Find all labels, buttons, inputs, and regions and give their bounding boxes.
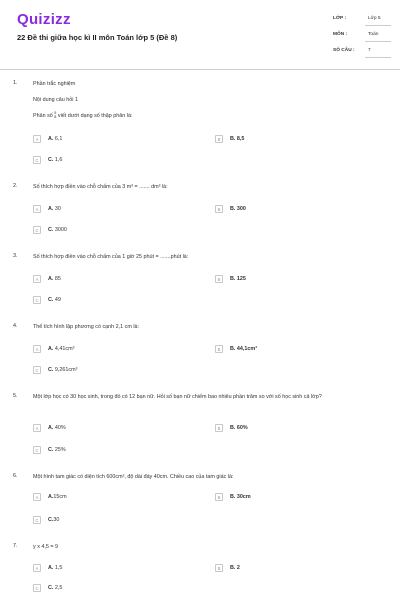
question-section-label: Phần trắc nghiệm [33, 81, 76, 87]
option-text: 1,5 [54, 565, 63, 571]
option-label: B. [230, 425, 236, 431]
option-label: C. [48, 367, 54, 373]
option-letter-box: A [33, 135, 41, 143]
option-c[interactable] [33, 366, 77, 374]
question-text: Một lớp học có 30 học sinh, trong đó có 12 bạn nữ. Hỏi số bạn nữ chiếm bao nhiêu phần trăm so với số học sinh cả lớp? [33, 394, 322, 400]
option-letter-box: C [33, 516, 41, 524]
meta-value: Lớp 5 [368, 16, 381, 21]
option-label: B. [230, 276, 236, 282]
option-letter-box: A [33, 275, 41, 283]
option-letter-box: B [215, 345, 223, 353]
quizizz-logo: Quizizz [17, 11, 71, 28]
question-text: Số thích hợp điền vào chỗ chấm của 3 m³ = ....... dm³ là: [33, 184, 168, 190]
option-c[interactable] [33, 296, 61, 304]
option-a[interactable] [33, 424, 66, 432]
option-letter-box: C [33, 156, 41, 164]
option-label: B. [230, 565, 236, 571]
option-a[interactable] [33, 345, 74, 353]
option-text: 30 [54, 206, 61, 212]
option-letter-box: B [215, 275, 223, 283]
option-label: C. [48, 297, 54, 303]
option-text: 125 [236, 276, 246, 282]
option-letter-box: A [33, 345, 41, 353]
question-number: 4. [13, 323, 18, 329]
question-number: 5. [13, 393, 18, 399]
option-text: 60% [236, 425, 248, 431]
question-text: y x 4,5 = 9 [33, 544, 59, 550]
option-label: A. [48, 346, 54, 352]
option-letter-box: C [33, 296, 41, 304]
meta-value: 7 [368, 48, 371, 53]
option-b[interactable] [215, 275, 246, 283]
option-b[interactable] [215, 493, 251, 501]
option-b[interactable] [215, 135, 244, 143]
option-b[interactable] [215, 345, 257, 353]
meta-key: SỐ CÂU : [333, 48, 355, 53]
option-text: 44,1cm³ [236, 346, 257, 352]
option-text: 300 [236, 206, 246, 212]
option-label: A. [48, 494, 54, 500]
option-letter-box: C [33, 446, 41, 454]
option-text: 25% [54, 447, 66, 453]
option-text: 2 [236, 565, 240, 571]
option-c[interactable] [33, 446, 66, 454]
option-letter-box: A [33, 564, 41, 572]
worksheet-header [0, 0, 400, 68]
option-a[interactable] [33, 564, 62, 572]
option-b[interactable] [215, 424, 248, 432]
question-number: 2. [13, 183, 18, 189]
divider [365, 57, 391, 58]
option-text: 49 [54, 297, 61, 303]
option-label: A. [48, 565, 54, 571]
option-text: 9,261cm³ [54, 367, 78, 373]
question-number: 1. [13, 80, 18, 86]
question-number: 6. [13, 473, 18, 479]
option-text: 3000 [54, 227, 67, 233]
option-a[interactable] [33, 493, 67, 501]
option-label: A. [48, 206, 54, 212]
meta-value: Toán [368, 32, 379, 37]
meta-key: MÔN : [333, 32, 348, 37]
header-divider [0, 69, 400, 70]
option-a[interactable] [33, 205, 61, 213]
option-label: B. [230, 346, 236, 352]
option-letter-box: B [215, 135, 223, 143]
question-text: Phân số 5 8 viết dưới dạng số thập phân là: [33, 111, 133, 120]
option-b[interactable] [215, 205, 246, 213]
option-label: B. [230, 206, 236, 212]
option-b[interactable] [215, 564, 240, 572]
option-letter-box: B [215, 564, 223, 572]
fraction-5-8: 5 8 [54, 111, 57, 119]
option-label: B. [230, 136, 236, 142]
option-label: B. [230, 494, 236, 500]
option-text: 30cm [236, 494, 251, 500]
option-text: 15cm [53, 494, 67, 500]
question-text: Số thích hợp điền vào chỗ chấm của 1 giờ 25 phút = .......phút là: [33, 254, 189, 260]
option-label: C. [48, 517, 54, 523]
divider [365, 41, 391, 42]
page-title: 22 Đề thi giữa học kì II môn Toán lớp 5 (Đề 8) [17, 33, 178, 42]
meta-key: LỚP : [333, 16, 347, 21]
question-subtitle: Nội dung câu hỏi 1 [33, 97, 78, 103]
option-text: 40% [54, 425, 66, 431]
question-text: Thể tích hình lập phương có cạnh 2,1 cm là: [33, 324, 140, 330]
option-text: 85 [54, 276, 61, 282]
option-letter-box: C [33, 584, 41, 592]
option-a[interactable] [33, 135, 62, 143]
option-letter-box: B [215, 424, 223, 432]
option-text: 1,6 [54, 157, 63, 163]
option-letter-box: C [33, 366, 41, 374]
option-c[interactable] [33, 226, 67, 234]
option-c[interactable] [33, 156, 62, 164]
option-label: C. [48, 227, 54, 233]
option-letter-box: B [215, 205, 223, 213]
option-text: 8,5 [236, 136, 245, 142]
option-letter-box: B [215, 493, 223, 501]
option-label: A. [48, 136, 54, 142]
option-letter-box: A [33, 493, 41, 501]
option-letter-box: A [33, 205, 41, 213]
option-letter-box: A [33, 424, 41, 432]
option-text: 6,1 [54, 136, 63, 142]
divider [365, 25, 391, 26]
option-label: C. [48, 157, 54, 163]
option-text: 30 [53, 517, 60, 523]
option-letter-box: C [33, 226, 41, 234]
option-label: C. [48, 585, 54, 591]
option-text: 4,41cm³ [54, 346, 75, 352]
question-number: 7. [13, 543, 18, 549]
option-a[interactable] [33, 275, 61, 283]
option-label: A. [48, 425, 54, 431]
option-c[interactable] [33, 584, 62, 592]
option-text: 2,5 [54, 585, 63, 591]
question-text: Một hình tam giác có diện tích 600cm², độ dài đáy 40cm. Chiều cao của tam giác là: [33, 474, 234, 480]
option-label: A. [48, 276, 54, 282]
option-label: C. [48, 447, 54, 453]
question-number: 3. [13, 253, 18, 259]
option-c[interactable] [33, 516, 59, 524]
